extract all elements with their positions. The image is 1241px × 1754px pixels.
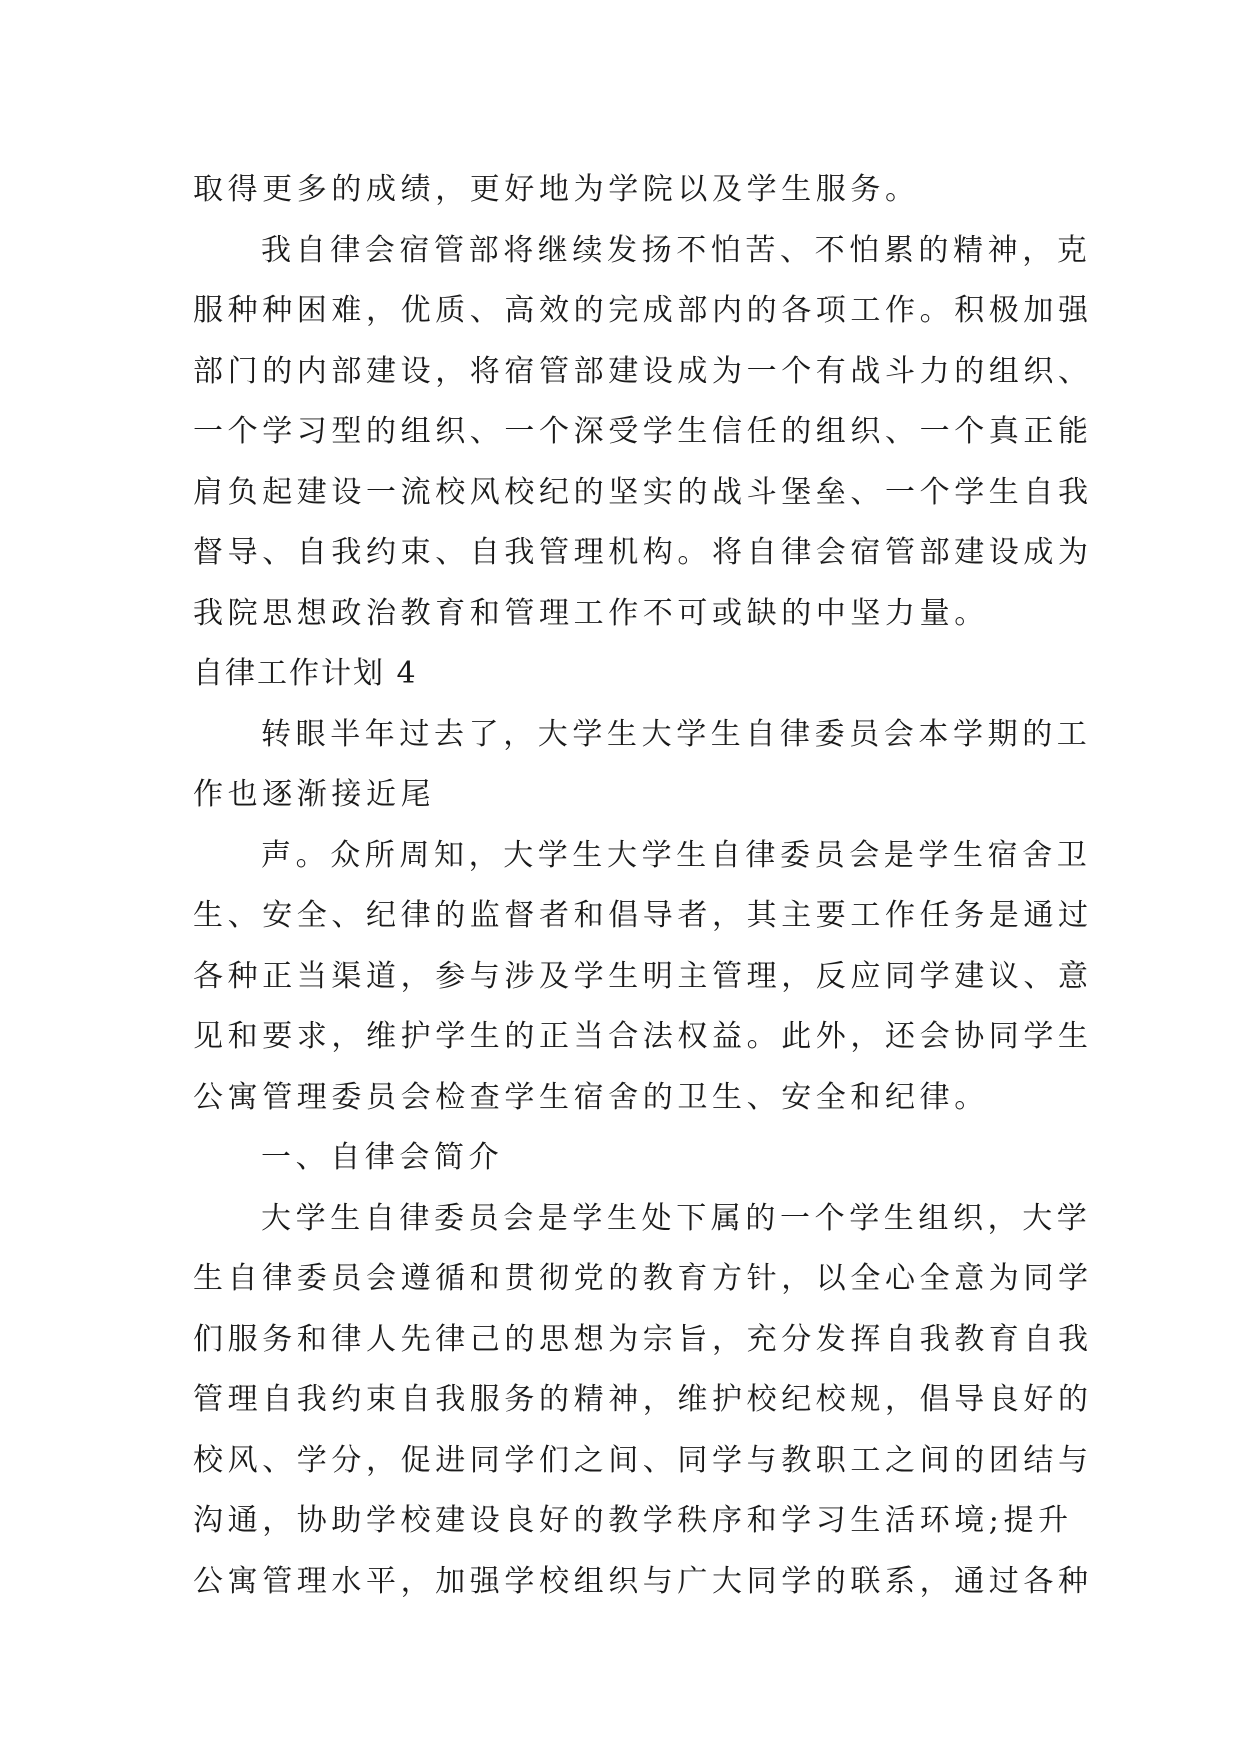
text-line: 们服务和律人先律己的思想为宗旨，充分发挥自我教育自我 [193, 1321, 1093, 1357]
text-line: 我院思想政治教育和管理工作不可或缺的中坚力量。 [193, 595, 989, 631]
text-line: 生、安全、纪律的监督者和倡导者，其主要工作任务是通过 [193, 898, 1093, 933]
text-line: 取得更多的成绩，更好地为学院以及学生服务。 [193, 172, 920, 207]
text-line: 见和要求，维护学生的正当合法权益。此外，还会协同学生 [193, 1019, 1093, 1054]
paragraph-first-line: 大学生自律委员会是学生处下属的一个学生组织，大学 [261, 1200, 1092, 1236]
text-line: 沟通，协助学校建设良好的教学秩序和学习生活环境;提升 [193, 1503, 1073, 1538]
text-line: 督导、自我约束、自我管理机构。将自律会宿管部建设成为 [193, 535, 1093, 570]
section-heading: 自律工作计划 4 [193, 656, 418, 691]
document-body [193, 160, 1093, 1612]
paragraph-first-line: 声。众所周知，大学生大学生自律委员会是学生宿舍卫 [261, 837, 1092, 873]
paragraph-first-line: 转眼半年过去了，大学生大学生自律委员会本学期的工 [261, 716, 1092, 752]
text-line: 校风、学分，促进同学们之间、同学与教职工之间的团结与 [193, 1442, 1093, 1478]
text-line: 作也逐渐接近尾 [193, 777, 436, 812]
text-line: 公寓管理委员会检查学生宿舍的卫生、安全和纪律。 [193, 1079, 989, 1115]
text-line: 公寓管理水平，加强学校组织与广大同学的联系，通过各种 [193, 1563, 1093, 1599]
text-line: 生自律委员会遵循和贯彻党的教育方针，以全心全意为同学 [193, 1261, 1093, 1296]
text-line: 部门的内部建设，将宿管部建设成为一个有战斗力的组织、 [193, 353, 1093, 389]
text-line: 一个学习型的组织、一个深受学生信任的组织、一个真正能 [193, 414, 1093, 449]
text-line: 肩负起建设一流校风校纪的坚实的战斗堡垒、一个学生自我 [193, 474, 1093, 510]
paragraph-first-line: 我自律会宿管部将继续发扬不怕苦、不怕累的精神，克 [261, 232, 1092, 268]
subsection-heading: 一、自律会简介 [261, 1140, 504, 1175]
text-line: 管理自我约束自我服务的精神，维护校纪校规，倡导良好的 [193, 1382, 1093, 1417]
text-line: 各种正当渠道，参与涉及学生明主管理，反应同学建议、意 [193, 958, 1093, 994]
text-line: 服种种困难，优质、高效的完成部内的各项工作。积极加强 [193, 293, 1093, 328]
